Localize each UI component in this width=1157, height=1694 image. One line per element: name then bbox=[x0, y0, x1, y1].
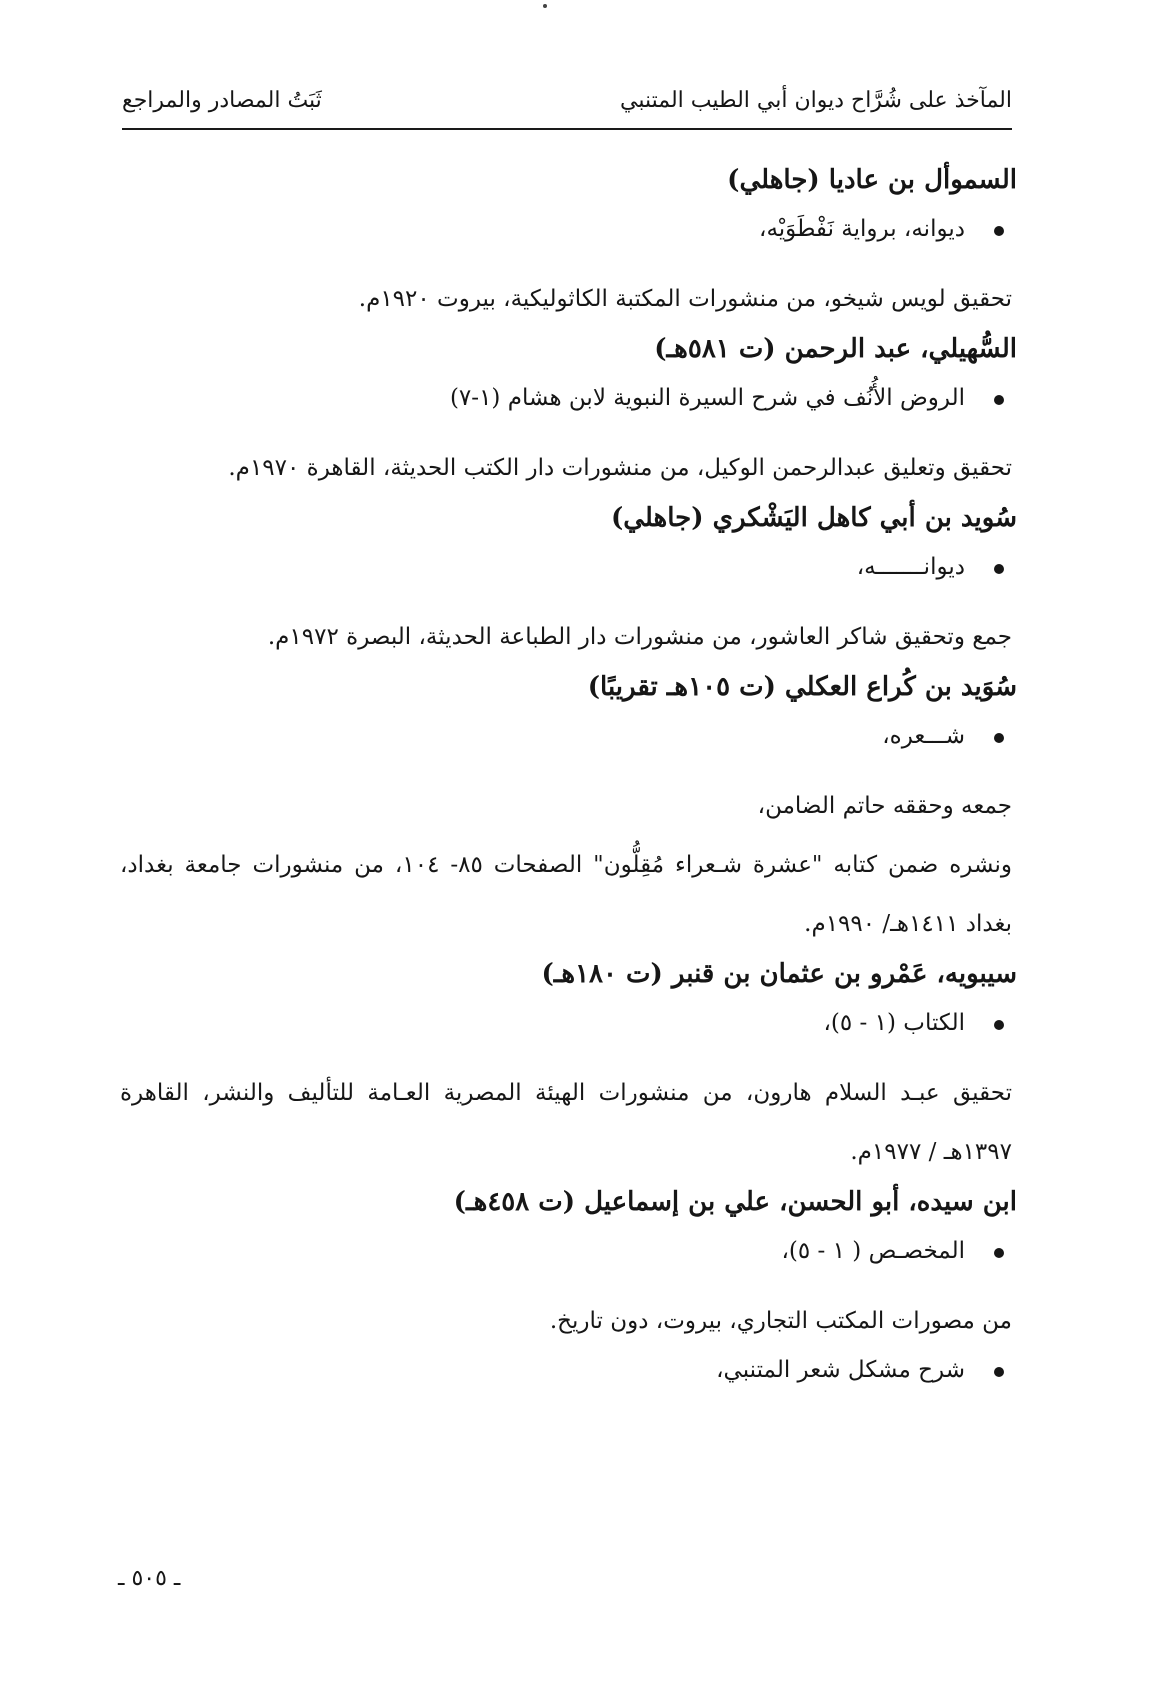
work-title: الكتاب (١ - ٥)، bbox=[823, 1010, 965, 1036]
book-title: المآخذ على شُرَّاح ديوان أبي الطيب المتنبي bbox=[620, 88, 1012, 113]
publication-details: تحقيق عبـد السلام هارون، من منشورات الهيئة المصرية العـامة للتأليف والنشر، القاهرة ١٣٩٧هـ / ١٩٧٧م. bbox=[120, 1080, 1012, 1165]
author-heading: سيبويه، عَمْرو بن عثمان بن قنبر (ت ١٨٠هـ) bbox=[541, 959, 1017, 989]
running-header bbox=[122, 82, 1012, 126]
publication-details: جمع وتحقيق شاكر العاشور، من منشورات دار الطباعة الحديثة، البصرة ١٩٧٢م. bbox=[267, 624, 1012, 650]
author-heading: سُوَيد بن كُراع العكلي (ت ١٠٥هـ تقريبًا) bbox=[587, 672, 1017, 702]
bullet-icon bbox=[994, 564, 1004, 574]
author-heading: السُّهيلي، عبد الرحمن (ت ٥٨١هـ) bbox=[654, 334, 1017, 364]
work-title: ديوانه، برواية نَفْطَوَيْه، bbox=[759, 216, 965, 242]
bullet-icon bbox=[994, 226, 1004, 236]
work-item bbox=[120, 1351, 1012, 1411]
bullet-icon bbox=[994, 1020, 1004, 1030]
publication-details: ونشره ضمن كتابه "عشرة شـعراء مُقِلُّون" الصفحات ٨٥- ١٠٤، من منشورات جامعة بغداد، بغداد ١٤١١هـ/ ١٩٩٠م. bbox=[120, 852, 1012, 937]
author-heading: سُويد بن أبي كاهل اليَشْكري (جاهلي) bbox=[610, 503, 1017, 533]
work-title: شرح مشكل شعر المتنبي، bbox=[716, 1357, 965, 1383]
work-item bbox=[120, 379, 1012, 439]
publication-details: من مصورات المكتب التجاري، بيروت، دون تاريخ. bbox=[549, 1308, 1012, 1334]
header-divider bbox=[122, 128, 1012, 130]
bibliography-list bbox=[120, 160, 1017, 1411]
bullet-icon bbox=[994, 733, 1004, 743]
page-number: ـ ٥٠٥ ـ bbox=[118, 1566, 181, 1591]
bullet-icon bbox=[994, 1367, 1004, 1377]
author-heading: السموأل بن عاديا (جاهلي) bbox=[727, 165, 1017, 195]
publication-details: جمعه وحققه حاتم الضامن، bbox=[757, 793, 1012, 819]
work-item bbox=[120, 548, 1012, 608]
work-title: ديوانـــــــه، bbox=[856, 554, 965, 580]
section-title: ثَبَتُ المصادر والمراجع bbox=[122, 88, 322, 113]
bullet-icon bbox=[994, 1248, 1004, 1258]
bullet-icon bbox=[994, 395, 1004, 405]
work-item bbox=[120, 1004, 1012, 1064]
publication-details: تحقيق وتعليق عبدالرحمن الوكيل، من منشورات دار الكتب الحديثة، القاهرة ١٩٧٠م. bbox=[228, 455, 1012, 481]
work-item bbox=[120, 717, 1012, 777]
work-title: الروض الأُنُف في شرح السيرة النبوية لابن هشام (١-٧) bbox=[449, 385, 965, 411]
publication-details: تحقيق لويس شيخو، من منشورات المكتبة الكاثوليكية، بيروت ١٩٢٠م. bbox=[358, 286, 1012, 312]
work-item bbox=[120, 1232, 1012, 1292]
author-heading: ابن سيده، أبو الحسن، علي بن إسماعيل (ت ٤٥٨هـ) bbox=[453, 1187, 1017, 1217]
work-title: شـــعره، bbox=[882, 723, 965, 749]
scan-mark bbox=[543, 4, 547, 8]
work-title: المخصـص ( ١ - ٥)، bbox=[781, 1238, 965, 1264]
work-item bbox=[120, 210, 1012, 270]
